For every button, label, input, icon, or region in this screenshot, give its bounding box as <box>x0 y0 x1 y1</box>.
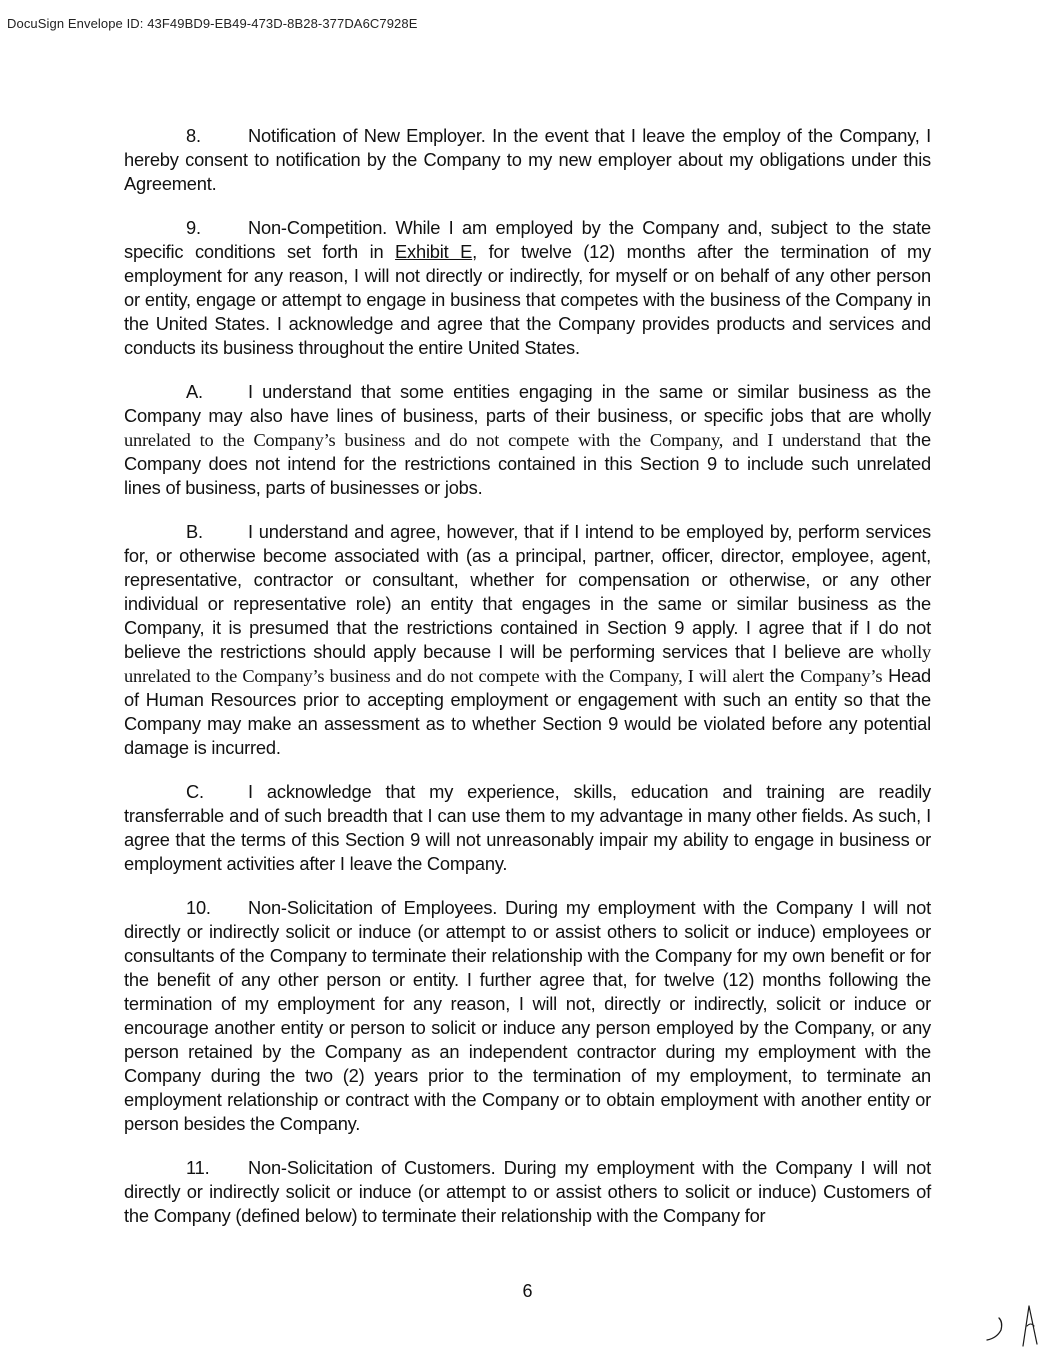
section-text-serif: wholly unrelated to the Company’s business and do not compete with the Company, I will alert <box>124 642 931 686</box>
envelope-id: DocuSign Envelope ID: 43F49BD9-EB49-473D-8B28-377DA6C7928E <box>7 16 418 31</box>
section-text-serif: unrelated to the Company’s business and do not compete with the Company, and I understand that <box>124 430 897 450</box>
section-9b <box>124 520 931 760</box>
section-9c <box>124 780 931 876</box>
section-text: Notification of New Employer. In the event that I leave the employ of the Company, I hereby consent to notification by the Company to my new employer about my obligations under this Agreement. <box>124 125 931 194</box>
section-text: Head of Human Resources prior to accepting employment or engagement with such an entity so that the Company may make an assessment as to whether Section 9 would be violated before any potential damage is incurred. <box>124 665 931 758</box>
section-text: , for twelve (12) months after the termination of my employment for any reason, I will not directly or indirectly, for myself or on behalf of any other person or entity, engage or attempt to engage in business that competes with the business of the Company in the United States. I acknowledge and agree that the Company provides products and services and conducts its business throughout the entire United States. <box>124 241 931 358</box>
section-text: I acknowledge that my experience, skills, education and training are readily transferrable and of such breadth that I can use them to my advantage in many other fields. As such, I agree that the terms of this Section 9 will not unreasonably impair my ability to engage in business or employment activities after I leave the Company. <box>124 781 931 874</box>
section-number: C. <box>186 781 204 802</box>
section-text: Non-Competition. While I am employed by the Company and, subject to the state specific conditions set forth in <box>124 217 931 262</box>
document-body <box>124 124 931 1248</box>
handwritten-initials <box>983 1300 1047 1348</box>
section-11-non-solicitation-customers <box>124 1156 931 1228</box>
section-number: B. <box>186 521 203 542</box>
section-text: Non-Solicitation of Customers. During my employment with the Company I will not directly or indirectly solicit or induce (or attempt to or assist others to solicit or induce) Customers of the Company (defined below) to terminate their relationship with the Company for <box>124 1157 931 1226</box>
section-10-non-solicitation-employees <box>124 896 931 1136</box>
section-text: I understand and agree, however, that if I intend to be employed by, perform services for, or otherwise become associated with (as a principal, partner, officer, director, employee, agent, representative, contractor or consultant, whether for compensation or otherwise, or any other individual or representative role) an entity that engages in the same or similar business as the Company, it is presumed that the restrictions contained in Section 9 apply. I agree that if I do not believe the restrictions should apply because I will be performing services that I believe are <box>124 521 931 662</box>
section-number: A. <box>186 381 203 402</box>
section-number: 8. <box>186 125 201 146</box>
section-text: I understand that some entities engaging in the same or similar business as the Company may also have lines of business, parts of their business, or specific jobs that are wholly <box>124 381 931 426</box>
section-text: the Company does not intend for the restrictions contained in this Section 9 to include such unrelated lines of business, parts of businesses or jobs. <box>124 429 931 498</box>
section-text: the <box>763 665 801 686</box>
section-8-notification <box>124 124 931 196</box>
section-text-serif: Company’s <box>800 666 883 686</box>
exhibit-e-reference: Exhibit E <box>395 241 473 262</box>
page-number: 6 <box>522 1281 533 1301</box>
section-number: 11. <box>186 1157 210 1178</box>
section-9-non-competition <box>124 216 931 360</box>
section-number: 10. <box>186 897 211 918</box>
section-9a <box>124 380 931 500</box>
section-text: Non-Solicitation of Employees. During my employment with the Company I will not directly or indirectly solicit or induce (or attempt to or assist others to solicit or induce) employees or consultants of the Company to terminate their relationship with the Company for my own benefit or for the benefit of any other person or entity. I further agree that, for twelve (12) months following the termination of my employment for any reason, I will not, directly or indirectly, solicit or induce or encourage another entity or person to solicit or induce any person employed by the Company, or any person retained by the Company as an independent contractor during my employment with the Company during the two (2) years prior to the termination of my employment, to terminate an employment relationship or contract with the Company or to obtain employment with another entity or person besides the Company. <box>124 897 931 1134</box>
section-number: 9. <box>186 217 201 238</box>
